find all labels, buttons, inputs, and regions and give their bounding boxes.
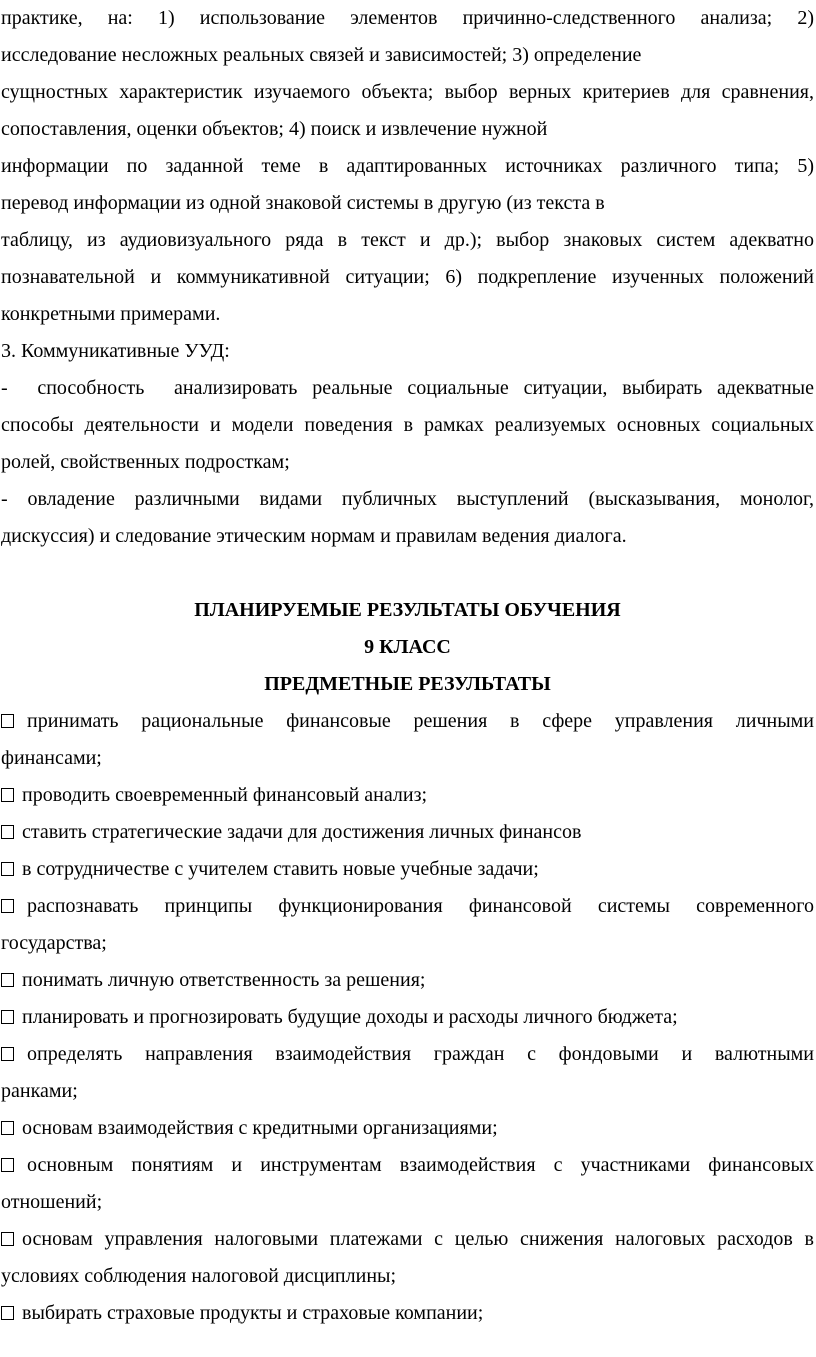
list-item — [1, 1295, 814, 1332]
checkbox-bullet-icon — [1, 1047, 14, 1061]
list-item-text: принимать рациональные финансовые решения в сфере управления личными — [27, 710, 814, 732]
checkbox-bullet-icon — [1, 973, 14, 987]
list-item — [1, 777, 814, 814]
list-item-text: основным понятиям и инструментам взаимодействия с участниками финансовых — [27, 1154, 814, 1176]
list-item-text: планировать и прогнозировать будущие доходы и расходы личного бюджета; — [22, 1006, 678, 1028]
results-title: ПЛАНИРУЕМЫЕ РЕЗУЛЬТАТЫ ОБУЧЕНИЯ — [194, 599, 621, 621]
checkbox-bullet-icon — [1, 788, 14, 802]
communicative-heading — [1, 333, 814, 370]
list-item — [1, 814, 814, 851]
communicative-line: дискуссия) и следование этическим нормам и правилам ведения диалога. — [1, 525, 627, 547]
intro-line: исследование несложных реальных связей и зависимостей; 3) определение — [1, 44, 642, 66]
list-item-text: понимать личную ответственность за решения; — [22, 969, 426, 991]
list-item — [1, 703, 814, 777]
list-item-continuation: условиях соблюдения налоговой дисциплины; — [1, 1265, 397, 1287]
checkbox-bullet-icon — [1, 1306, 14, 1320]
intro-line: практике, на: 1) использование элементов причинно-следственного анализа; 2) — [1, 7, 814, 29]
checkbox-bullet-icon — [1, 862, 14, 876]
list-item-text: определять направления взаимодействия граждан с фондовыми и валютными — [27, 1043, 814, 1065]
results-list — [1, 703, 814, 1332]
communicative-line: способы деятельности и модели поведения в рамках реализуемых основных социальных — [1, 414, 814, 436]
checkbox-bullet-icon — [1, 1232, 14, 1246]
intro-line: познавательной и коммуникативной ситуации; 6) подкрепление изученных положений — [1, 266, 814, 288]
list-item-text: выбирать страховые продукты и страховые компании; — [22, 1302, 484, 1324]
list-item-text: распознавать принципы функционирования финансовой системы современного — [27, 895, 814, 917]
communicative-line: - способность анализировать реальные социальные ситуации, выбирать адекватные — [1, 377, 814, 399]
checkbox-bullet-icon — [1, 825, 14, 839]
list-item-continuation: ранками; — [1, 1080, 78, 1102]
communicative-heading-text: 3. Коммуникативные УУД: — [1, 340, 230, 362]
communicative-item-1 — [1, 370, 814, 481]
intro-line: таблицу, из аудиовизуального ряда в текст и др.); выбор знаковых систем адекватно — [1, 229, 814, 251]
list-item — [1, 851, 814, 888]
checkbox-bullet-icon — [1, 899, 14, 913]
list-item — [1, 1147, 814, 1221]
checkbox-bullet-icon — [1, 1010, 14, 1024]
intro-line: сопоставления, оценки объектов; 4) поиск и извлечение нужной — [1, 118, 548, 140]
intro-line: конкретными примерами. — [1, 303, 221, 325]
checkbox-bullet-icon — [1, 1121, 14, 1135]
results-subtitle: ПРЕДМЕТНЫЕ РЕЗУЛЬТАТЫ — [264, 673, 551, 695]
communicative-line: ролей, свойственных подросткам; — [1, 451, 290, 473]
list-item-text: проводить своевременный финансовый анализ; — [22, 784, 428, 806]
intro-line: перевод информации из одной знаковой системы в другую (из текста в — [1, 192, 605, 214]
list-item-continuation: финансами; — [1, 747, 102, 769]
communicative-item-2 — [1, 481, 814, 555]
checkbox-bullet-icon — [1, 714, 14, 728]
list-item-continuation: отношений; — [1, 1191, 103, 1213]
list-item — [1, 888, 814, 962]
list-item — [1, 962, 814, 999]
list-item-text: основам управления налоговыми платежами с целью снижения налоговых расходов в — [22, 1228, 814, 1250]
checkbox-bullet-icon — [1, 1158, 14, 1172]
list-item-text: ставить стратегические задачи для достижения личных финансов — [22, 821, 582, 843]
list-item — [1, 999, 814, 1036]
list-item — [1, 1036, 814, 1110]
list-item — [1, 1110, 814, 1147]
list-item-continuation: государства; — [1, 932, 107, 954]
results-grade: 9 КЛАСС — [364, 636, 451, 658]
list-item-text: основам взаимодействия с кредитными организациями; — [22, 1117, 498, 1139]
intro-paragraph — [1, 0, 814, 333]
list-item — [1, 1221, 814, 1295]
intro-line: информации по заданной теме в адаптированных источниках различного типа; 5) — [1, 155, 814, 177]
intro-line: сущностных характеристик изучаемого объекта; выбор верных критериев для сравнения, — [1, 81, 814, 103]
list-item-text: в сотрудничестве с учителем ставить новые учебные задачи; — [22, 858, 539, 880]
blank-line — [1, 555, 814, 592]
communicative-line: - овладение различными видами публичных выступлений (высказывания, монолог, — [1, 488, 814, 510]
